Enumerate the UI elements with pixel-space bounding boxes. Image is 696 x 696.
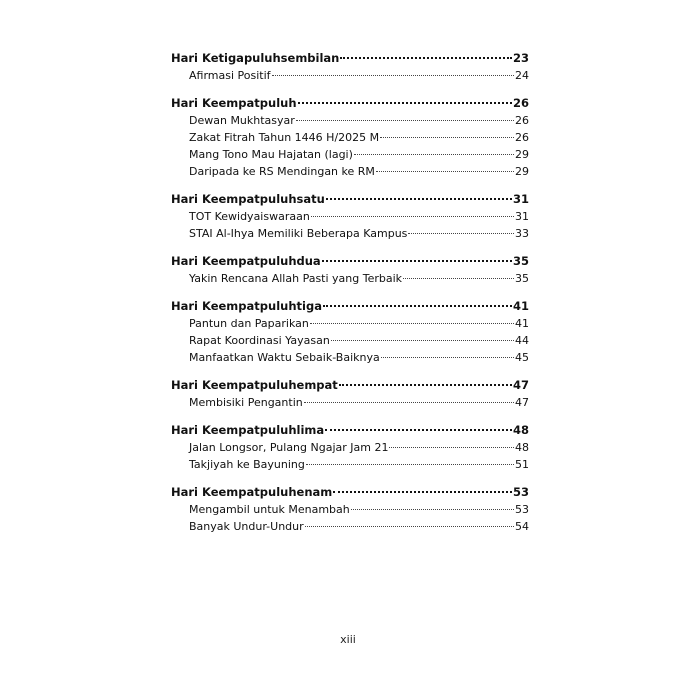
entry-title: Takjiyah ke Bayuning <box>189 458 305 471</box>
entry-row[interactable] <box>171 456 529 473</box>
entry-title: Manfaatkan Waktu Sebaik-Baiknya <box>189 351 380 364</box>
entry-row[interactable] <box>171 67 529 84</box>
chapter-row[interactable] <box>171 191 529 208</box>
entry-page: 26 <box>515 131 529 144</box>
entry-page: 41 <box>515 317 529 330</box>
entry-page: 35 <box>515 272 529 285</box>
entry-page: 48 <box>515 441 529 454</box>
toc-section <box>171 377 529 411</box>
entry-page: 45 <box>515 351 529 364</box>
entry-row[interactable] <box>171 394 529 411</box>
chapter-title: Hari Ketigapuluhsembilan <box>171 51 340 65</box>
entry-title: Rapat Koordinasi Yayasan <box>189 334 330 347</box>
entry-page: 54 <box>515 520 529 533</box>
dot-leader <box>310 322 514 324</box>
dot-leader <box>380 136 514 138</box>
chapter-row[interactable] <box>171 50 529 67</box>
dot-leader <box>376 170 514 172</box>
chapter-row[interactable] <box>171 95 529 112</box>
table-of-contents <box>171 50 529 546</box>
entry-row[interactable] <box>171 146 529 163</box>
dot-leader <box>272 74 514 76</box>
chapter-page: 23 <box>512 51 529 65</box>
dot-leader <box>323 304 512 307</box>
chapter-title: Hari Keempatpuluhempat <box>171 378 338 392</box>
dot-leader <box>340 56 512 59</box>
entry-page: 51 <box>515 458 529 471</box>
dot-leader <box>331 339 514 341</box>
entry-title: TOT Kewidyaiswaraan <box>189 210 310 223</box>
chapter-row[interactable] <box>171 253 529 270</box>
dot-leader <box>333 490 512 493</box>
entry-row[interactable] <box>171 518 529 535</box>
toc-section <box>171 298 529 366</box>
toc-section <box>171 484 529 535</box>
dot-leader <box>326 197 512 200</box>
entry-title: Mang Tono Mau Hajatan (lagi) <box>189 148 353 161</box>
chapter-row[interactable] <box>171 422 529 439</box>
dot-leader <box>408 232 514 234</box>
dot-leader <box>339 383 512 386</box>
page-number: xiii <box>340 633 356 646</box>
entry-title: Dewan Mukhtasyar <box>189 114 295 127</box>
entry-title: Afirmasi Positif <box>189 69 271 82</box>
chapter-page: 41 <box>512 299 529 313</box>
chapter-title: Hari Keempatpuluhtiga <box>171 299 322 313</box>
entry-row[interactable] <box>171 315 529 332</box>
entry-page: 24 <box>515 69 529 82</box>
entry-page: 44 <box>515 334 529 347</box>
dot-leader <box>305 525 514 527</box>
dot-leader <box>322 259 512 262</box>
toc-section <box>171 50 529 84</box>
chapter-row[interactable] <box>171 298 529 315</box>
dot-leader <box>306 463 514 465</box>
dot-leader <box>298 101 512 104</box>
entry-row[interactable] <box>171 439 529 456</box>
chapter-page: 31 <box>512 192 529 206</box>
entry-row[interactable] <box>171 208 529 225</box>
chapter-row[interactable] <box>171 484 529 501</box>
entry-row[interactable] <box>171 225 529 242</box>
entry-title: Daripada ke RS Mendingan ke RM <box>189 165 375 178</box>
chapter-page: 48 <box>512 423 529 437</box>
entry-page: 29 <box>515 148 529 161</box>
entry-row[interactable] <box>171 270 529 287</box>
dot-leader <box>389 446 514 448</box>
entry-row[interactable] <box>171 332 529 349</box>
dot-leader <box>296 119 514 121</box>
chapter-row[interactable] <box>171 377 529 394</box>
dot-leader <box>351 508 514 510</box>
entry-page: 53 <box>515 503 529 516</box>
entry-title: Zakat Fitrah Tahun 1446 H/2025 M <box>189 131 380 144</box>
entry-title: STAI Al-Ihya Memiliki Beberapa Kampus <box>189 227 408 240</box>
entry-page: 29 <box>515 165 529 178</box>
dot-leader <box>311 215 514 217</box>
entry-title: Pantun dan Paparikan <box>189 317 309 330</box>
chapter-page: 47 <box>512 378 529 392</box>
entry-page: 31 <box>515 210 529 223</box>
entry-row[interactable] <box>171 112 529 129</box>
entry-title: Banyak Undur-Undur <box>189 520 304 533</box>
toc-section <box>171 95 529 180</box>
dot-leader <box>304 401 514 403</box>
entry-title: Mengambil untuk Menambah <box>189 503 350 516</box>
entry-page: 26 <box>515 114 529 127</box>
chapter-page: 26 <box>512 96 529 110</box>
chapter-title: Hari Keempatpuluhsatu <box>171 192 325 206</box>
chapter-title: Hari Keempatpuluhdua <box>171 254 321 268</box>
dot-leader <box>381 356 514 358</box>
dot-leader <box>403 277 514 279</box>
chapter-page: 35 <box>512 254 529 268</box>
chapter-title: Hari Keempatpuluhenam <box>171 485 333 499</box>
chapter-title: Hari Keempatpuluh <box>171 96 297 110</box>
dot-leader <box>325 428 512 431</box>
toc-section <box>171 422 529 473</box>
toc-section <box>171 191 529 242</box>
entry-row[interactable] <box>171 501 529 518</box>
chapter-title: Hari Keempatpuluhlima <box>171 423 325 437</box>
entry-title: Jalan Longsor, Pulang Ngajar Jam 21 <box>189 441 389 454</box>
entry-row[interactable] <box>171 129 529 146</box>
chapter-page: 53 <box>512 485 529 499</box>
entry-row[interactable] <box>171 349 529 366</box>
toc-section <box>171 253 529 287</box>
entry-row[interactable] <box>171 163 529 180</box>
entry-page: 33 <box>515 227 529 240</box>
entry-page: 47 <box>515 396 529 409</box>
dot-leader <box>354 153 514 155</box>
entry-title: Yakin Rencana Allah Pasti yang Terbaik <box>189 272 403 285</box>
entry-title: Membisiki Pengantin <box>189 396 303 409</box>
